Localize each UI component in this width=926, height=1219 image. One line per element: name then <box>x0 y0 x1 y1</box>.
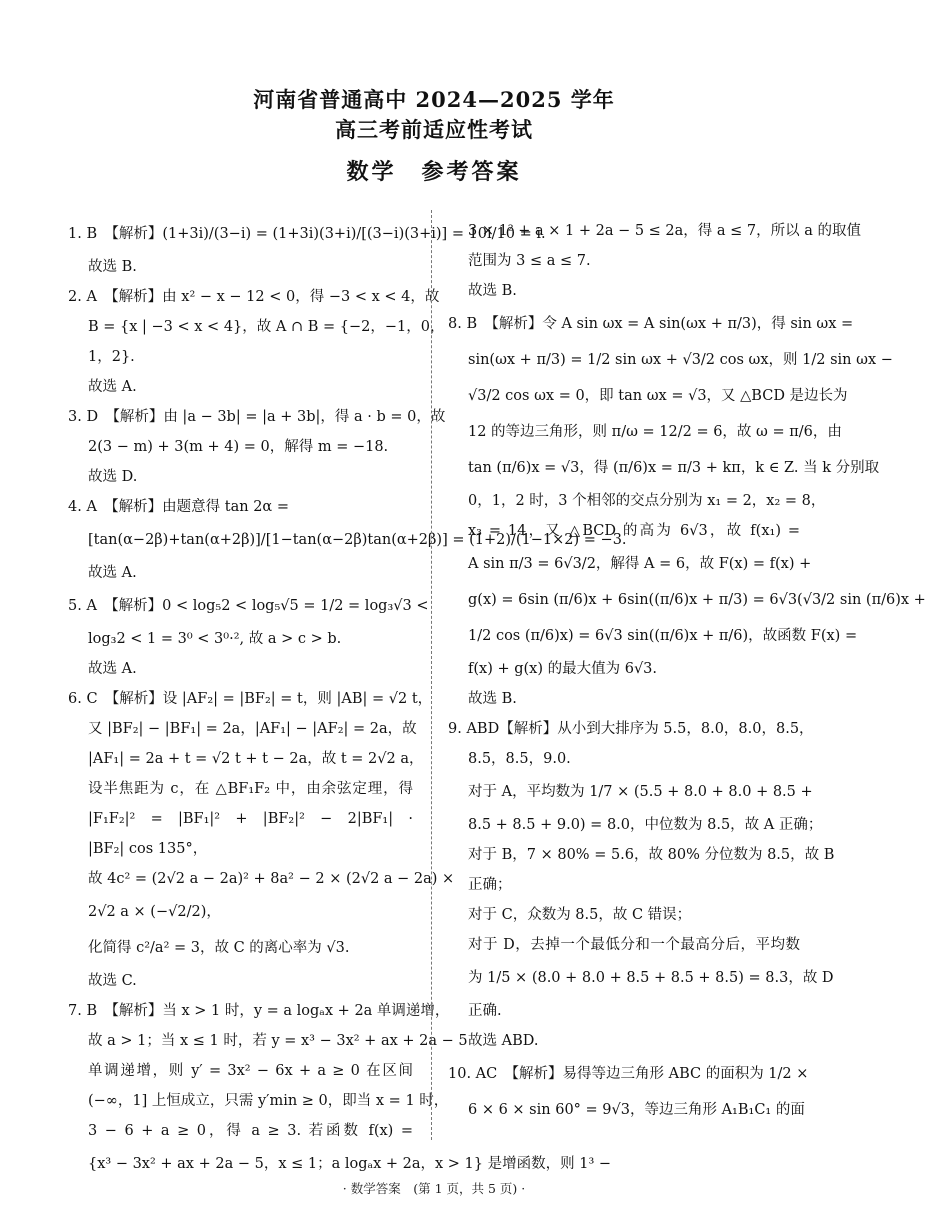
answer-line: 4. A 【解析】由题意得 tan 2α = <box>68 499 289 515</box>
answer-line: 正确； <box>468 877 512 893</box>
answer-line: log₃2 < 1 = 3⁰ < 3⁰·², 故 a > c > b. <box>88 631 342 647</box>
answer-line: 故选 B. <box>468 283 517 299</box>
answer-line: 1/2 cos (π/6)x) = 6√3 sin((π/6)x + π/6)，故函数 F(x) = <box>468 628 858 644</box>
answer-line: |BF₂| cos 135°， <box>88 841 208 857</box>
answer-line: 故选 C. <box>88 973 137 989</box>
answer-line: 3. D 【解析】由 |a − 3b| = |a + 3b|，得 a · b = 0，故 <box>68 409 446 425</box>
page-footer: · 数学答案 (第 1 页，共 5 页) · <box>342 1181 526 1196</box>
answer-line: 故 a > 1；当 x ≤ 1 时，若 y = x³ − 3x² + ax + 2a − 5 <box>88 1033 468 1049</box>
column-divider <box>431 210 432 1140</box>
answer-line: 7. B 【解析】当 x > 1 时，y = a logₐx + 2a 单调递增， <box>68 1003 450 1019</box>
right-column <box>448 216 926 1128</box>
answer-line: f(x) + g(x) 的最大值为 6√3. <box>468 661 658 677</box>
answer-line: 8. B 【解析】令 A sin ωx = A sin(ωx + π/3)，得 sin ωx = <box>448 316 854 332</box>
answer-line: |AF₁| = 2a + t = √2 t + t − 2a，故 t = 2√2 a， <box>88 751 424 767</box>
answer-line: 2(3 − m) + 3(m + 4) = 0，解得 m = −18. <box>88 439 389 455</box>
answer-line: 故选 ABD. <box>468 1033 539 1049</box>
answer-line: 8.5 + 8.5 + 9.0) = 8.0，中位数为 8.5，故 A 正确； <box>468 817 823 833</box>
answer-line: 1. B 【解析】(1+3i)/(3−i) = (1+3i)(3+i)/[(3−i)(3+i)] = 10i/10 = i. <box>68 226 546 242</box>
answer-line: √3/2 cos ωx = 0，即 tan ωx = √3，又 △BCD 是边长为 <box>468 388 848 404</box>
answer-line: 化简得 c²/a² = 3，故 C 的离心率为 √3. <box>88 940 350 956</box>
answer-line: x₃ = 14，又 △BCD 的高为 6√3，故 f(x₁) = <box>468 523 800 539</box>
answer-line: 为 1/5 × (8.0 + 8.0 + 8.5 + 8.5 + 8.5) = 8.3，故 D <box>468 970 834 986</box>
answer-line: sin(ωx + π/3) = 1/2 sin ωx + √3/2 cos ωx，则 1/2 sin ωx − <box>468 352 893 368</box>
answer-line: 单调递增，则 y′ = 3x² − 6x + a ≥ 0 在区间 <box>88 1063 413 1079</box>
answer-line: {x³ − 3x² + ax + 2a − 5，x ≤ 1；a logₐx + 2a，x > 1} 是增函数，则 1³ − <box>88 1156 612 1172</box>
answer-line: 对于 C，众数为 8.5，故 C 错误； <box>468 907 692 923</box>
answer-line: 故 4c² = (2√2 a − 2a)² + 8a² − 2 × (2√2 a − 2a) × <box>88 871 455 887</box>
answer-line: tan (π/6)x = √3，得 (π/6)x = π/3 + kπ，k ∈ Z. 当 k 分别取 <box>468 460 880 476</box>
answer-line: 5. A 【解析】0 < log₅2 < log₅√5 = 1/2 = log₃√3 < <box>68 598 429 614</box>
answer-line: B = {x | −3 < x < 4}，故 A ∩ B = {−2，−1，0， <box>88 319 445 335</box>
answer-line: 正确. <box>468 1003 502 1019</box>
answer-line: [tan(α−2β)+tan(α+2β)]/[1−tan(α−2β)tan(α+2β)] = (1+2)/(1−1×2) = −3. <box>88 532 627 548</box>
exam-title-line1: 河南省普通高中 2024—2025 学年 <box>253 87 615 112</box>
answer-line: 3 × 1² + a × 1 + 2a − 5 ≤ 2a，得 a ≤ 7，所以 a 的取值 <box>468 223 862 239</box>
answer-line: 6 × 6 × sin 60° = 9√3，等边三角形 A₁B₁C₁ 的面 <box>468 1102 805 1118</box>
answer-line: 10. AC 【解析】易得等边三角形 ABC 的面积为 1/2 × <box>448 1066 809 1082</box>
answer-line: 又 |BF₂| − |BF₁| = 2a，|AF₁| − |AF₂| = 2a，故 <box>88 721 417 737</box>
answer-line: 对于 A，平均数为 1/7 × (5.5 + 8.0 + 8.0 + 8.5 + <box>468 784 813 800</box>
answer-line: 故选 A. <box>88 565 137 581</box>
answer-line: 故选 B. <box>468 691 517 707</box>
exam-title-line2: 高三考前适应性考试 <box>335 117 533 142</box>
answer-line: 2. A 【解析】由 x² − x − 12 < 0，得 −3 < x < 4，故 <box>68 289 440 305</box>
answer-line: (−∞，1] 上恒成立，只需 y′min ≥ 0，即当 x = 1 时， <box>88 1093 449 1109</box>
answer-line: |F₁F₂|² = |BF₁|² + |BF₂|² − 2|BF₁| · <box>88 811 413 827</box>
answer-line: 设半焦距为 c，在 △BF₁F₂ 中，由余弦定理，得 <box>88 781 413 797</box>
answer-line: 故选 D. <box>88 469 138 485</box>
answer-line: 8.5，8.5，9.0. <box>468 751 571 767</box>
answer-key-title: 数学 参考答案 <box>346 159 522 185</box>
answer-line: 范围为 3 ≤ a ≤ 7. <box>468 253 591 269</box>
answer-line: 9. ABD【解析】从小到大排序为 5.5，8.0，8.0，8.5， <box>448 721 814 737</box>
answer-line: 12 的等边三角形，则 π/ω = 12/2 = 6，故 ω = π/6，由 <box>468 424 842 440</box>
answer-line: A sin π/3 = 6√3/2，解得 A = 6，故 F(x) = f(x) + <box>468 556 812 572</box>
answer-line: 1，2}. <box>88 349 135 365</box>
answer-line: 0，1，2 时，3 个相邻的交点分别为 x₁ = 2，x₂ = 8， <box>468 493 826 509</box>
answer-line: g(x) = 6sin (π/6)x + 6sin((π/6)x + π/3) = 6√3(√3/2 sin (π/6)x + <box>468 592 926 608</box>
answer-line: 6. C 【解析】设 |AF₂| = |BF₂| = t，则 |AB| = √2 t， <box>68 691 433 707</box>
answer-line: 故选 A. <box>88 379 137 395</box>
answer-line: 故选 B. <box>88 259 137 275</box>
answer-line: 故选 A. <box>88 661 137 677</box>
answer-line: 3 − 6 + a ≥ 0，得 a ≥ 3. 若函数 f(x) = <box>88 1123 413 1139</box>
answer-line: 对于 B，7 × 80% = 5.6，故 80% 分位数为 8.5，故 B <box>468 847 835 863</box>
answer-line: 对于 D，去掉一个最低分和一个最高分后，平均数 <box>468 937 800 953</box>
answer-line: 2√2 a × (−√2/2)， <box>88 904 221 920</box>
